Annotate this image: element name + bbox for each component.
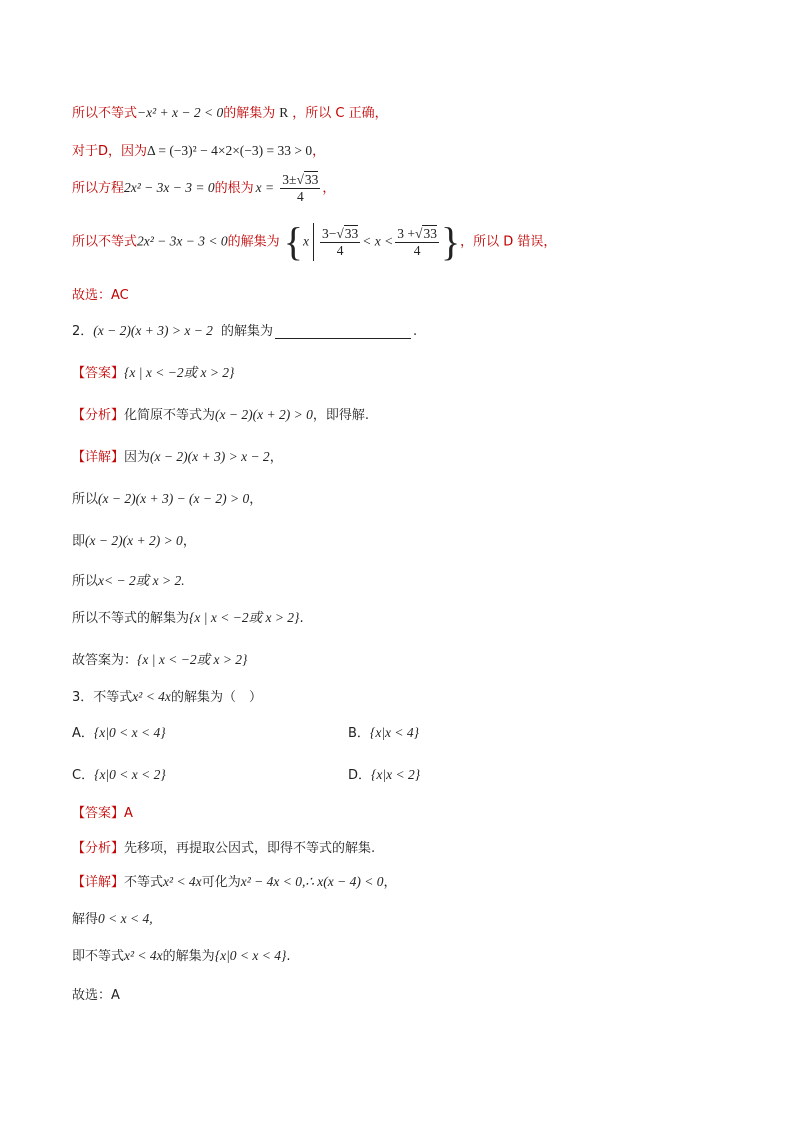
fraction-lower-root xyxy=(320,226,360,259)
text: 的解集为 xyxy=(223,106,276,121)
math-inequality: x² < 4x xyxy=(132,689,171,704)
math-inequality: x² < 4x xyxy=(163,874,202,889)
math-set: {x | x < −2或 x > 2} xyxy=(137,652,248,667)
math-inequality: 2x² − 3x − 3 < 0 xyxy=(137,233,228,249)
math-inequality: (x − 2)(x + 2) > 0 xyxy=(85,533,183,548)
math-set: {x|x < 4} xyxy=(369,725,420,740)
text: 4 xyxy=(336,242,344,258)
sqrt-icon: √ xyxy=(336,225,344,241)
text: 33 xyxy=(304,172,319,187)
text: 33 xyxy=(344,225,359,241)
text: 4 xyxy=(413,242,421,258)
option-d[interactable] xyxy=(348,764,420,783)
fraction-roots xyxy=(280,172,320,205)
option-label: D． xyxy=(348,768,372,783)
text: ， xyxy=(269,450,283,465)
detail-tag: 【详解】 xyxy=(72,450,125,465)
text: ， xyxy=(383,875,397,890)
text: 即不等式 xyxy=(72,949,125,964)
text: . xyxy=(286,949,291,964)
text: 所以不等式 xyxy=(72,106,138,121)
text: 4 xyxy=(296,189,304,204)
fraction-upper-root xyxy=(395,226,439,259)
text: 3± xyxy=(282,172,297,187)
text: ， xyxy=(322,181,336,196)
answer-tag: 【答案】 xyxy=(72,806,125,821)
text: . xyxy=(412,324,418,339)
answer-tag: 【答案】 xyxy=(72,366,125,381)
text: 即 xyxy=(72,534,86,549)
text: 不等式 xyxy=(124,875,164,890)
text: ， xyxy=(249,492,263,507)
text: 3 + xyxy=(397,225,416,241)
option-c[interactable] xyxy=(72,764,166,783)
q3-step-2 xyxy=(72,945,291,964)
text: 所以不等式的解集为 xyxy=(72,611,190,626)
text: 的解集为 xyxy=(220,324,273,339)
math-inequality: −x² + x − 2 < 0 xyxy=(137,105,224,120)
answer-blank[interactable] xyxy=(275,326,411,339)
final-choice-line: 故选：AC xyxy=(72,288,129,303)
detail-tag: 【详解】 xyxy=(72,875,125,890)
q2-step-4 xyxy=(72,606,304,626)
sqrt-icon: √ xyxy=(415,225,423,241)
math-set: {x|x < 2} xyxy=(371,767,421,782)
text: ，所以 C 正确， xyxy=(292,106,388,121)
math-variable: x = xyxy=(255,180,275,195)
q3-final-choice: 故选：A xyxy=(72,988,120,1003)
text: 的解集为 xyxy=(227,234,280,250)
text: ，所以 D 错误， xyxy=(460,234,557,250)
answer-value: A xyxy=(124,806,133,821)
solution-line-d-set xyxy=(72,219,557,264)
q2-step-1 xyxy=(72,488,262,507)
math-set: {x|0 < x < 4} xyxy=(214,948,287,963)
text: 所以方程 xyxy=(72,181,125,196)
option-a[interactable] xyxy=(72,722,166,741)
math-inequality: x² < 4x xyxy=(124,948,163,963)
math-inequality: x< − 2或 x > 2. xyxy=(98,573,185,588)
q3-detail-line xyxy=(72,871,397,890)
text: ， xyxy=(182,534,196,549)
text: ，即得解. xyxy=(312,408,369,423)
math-set-r: R xyxy=(279,105,289,120)
math-inequality: (x − 2)(x + 3) > x − 2 xyxy=(150,449,270,464)
math-inequality: x² − 4x < 0,∴ x(x − 4) < 0 xyxy=(240,874,384,889)
math-set: {x | x < −2或 x > 2} xyxy=(189,610,300,625)
q3-analysis-line xyxy=(72,837,375,856)
option-label: A． xyxy=(72,726,94,741)
text: 33 xyxy=(423,225,437,241)
set-divider xyxy=(313,223,314,261)
text: 可化为 xyxy=(201,875,241,890)
text: 3− xyxy=(322,225,337,241)
right-brace-icon: } xyxy=(440,219,461,264)
left-brace-icon: { xyxy=(283,219,303,264)
math-set: {x | x < −2或 x > 2} xyxy=(124,365,235,380)
math-discriminant: Δ = (−3)² − 4×2×(−3) = 33 > 0 xyxy=(147,143,313,158)
q2-answer-line xyxy=(72,361,234,381)
q2-step-2 xyxy=(72,530,196,549)
text: ， xyxy=(312,144,326,159)
q2-step-3 xyxy=(72,569,185,589)
text: 对于D，因为 xyxy=(72,144,148,159)
question-number: 3．不等式 xyxy=(72,690,133,705)
math-equation: 2x² − 3x − 3 = 0 xyxy=(124,180,215,195)
math-inequality: 0 < x < 4, xyxy=(98,911,153,926)
solution-line-roots xyxy=(72,172,335,205)
q3-step-1 xyxy=(72,908,153,927)
math-compare: < x < xyxy=(362,233,394,249)
solution-line-c xyxy=(72,102,388,121)
question-2-stem xyxy=(72,320,417,339)
text: 所以不等式 xyxy=(72,234,138,250)
q2-detail-line xyxy=(72,446,283,465)
math-set: {x|0 < x < 2} xyxy=(94,767,166,782)
text: 化简原不等式为 xyxy=(124,408,216,423)
option-b[interactable] xyxy=(348,722,419,741)
text: 因为 xyxy=(124,450,151,465)
text: 故答案为： xyxy=(72,653,138,668)
math-set: {x|0 < x < 4} xyxy=(93,725,166,740)
analysis-tag: 【分析】 xyxy=(72,841,125,856)
text: 的解集为 xyxy=(162,949,215,964)
solution-line-d-delta xyxy=(72,140,325,159)
question-number: 2． xyxy=(72,324,94,339)
math-inequality: (x − 2)(x + 3) > x − 2 xyxy=(93,323,213,338)
text: 所以 xyxy=(72,492,99,507)
q2-analysis-line xyxy=(72,404,369,423)
question-3-stem xyxy=(72,686,262,705)
sqrt-icon: √ xyxy=(296,172,304,187)
math-inequality: (x − 2)(x + 2) > 0 xyxy=(215,407,313,422)
text: 先移项，再提取公因式，即得不等式的解集. xyxy=(124,841,376,856)
q2-step-5 xyxy=(72,648,247,668)
text: 所以 xyxy=(72,574,99,589)
option-label: B． xyxy=(348,726,370,741)
text: 的根为 xyxy=(214,181,254,196)
option-label: C． xyxy=(72,768,95,783)
math-variable: x xyxy=(303,233,309,249)
analysis-tag: 【分析】 xyxy=(72,408,125,423)
math-inequality: (x − 2)(x + 3) − (x − 2) > 0 xyxy=(98,491,250,506)
text: 解得 xyxy=(72,912,99,927)
text: 的解集为（ ） xyxy=(170,690,262,705)
text: . xyxy=(299,611,304,626)
q3-answer-line xyxy=(72,802,133,821)
